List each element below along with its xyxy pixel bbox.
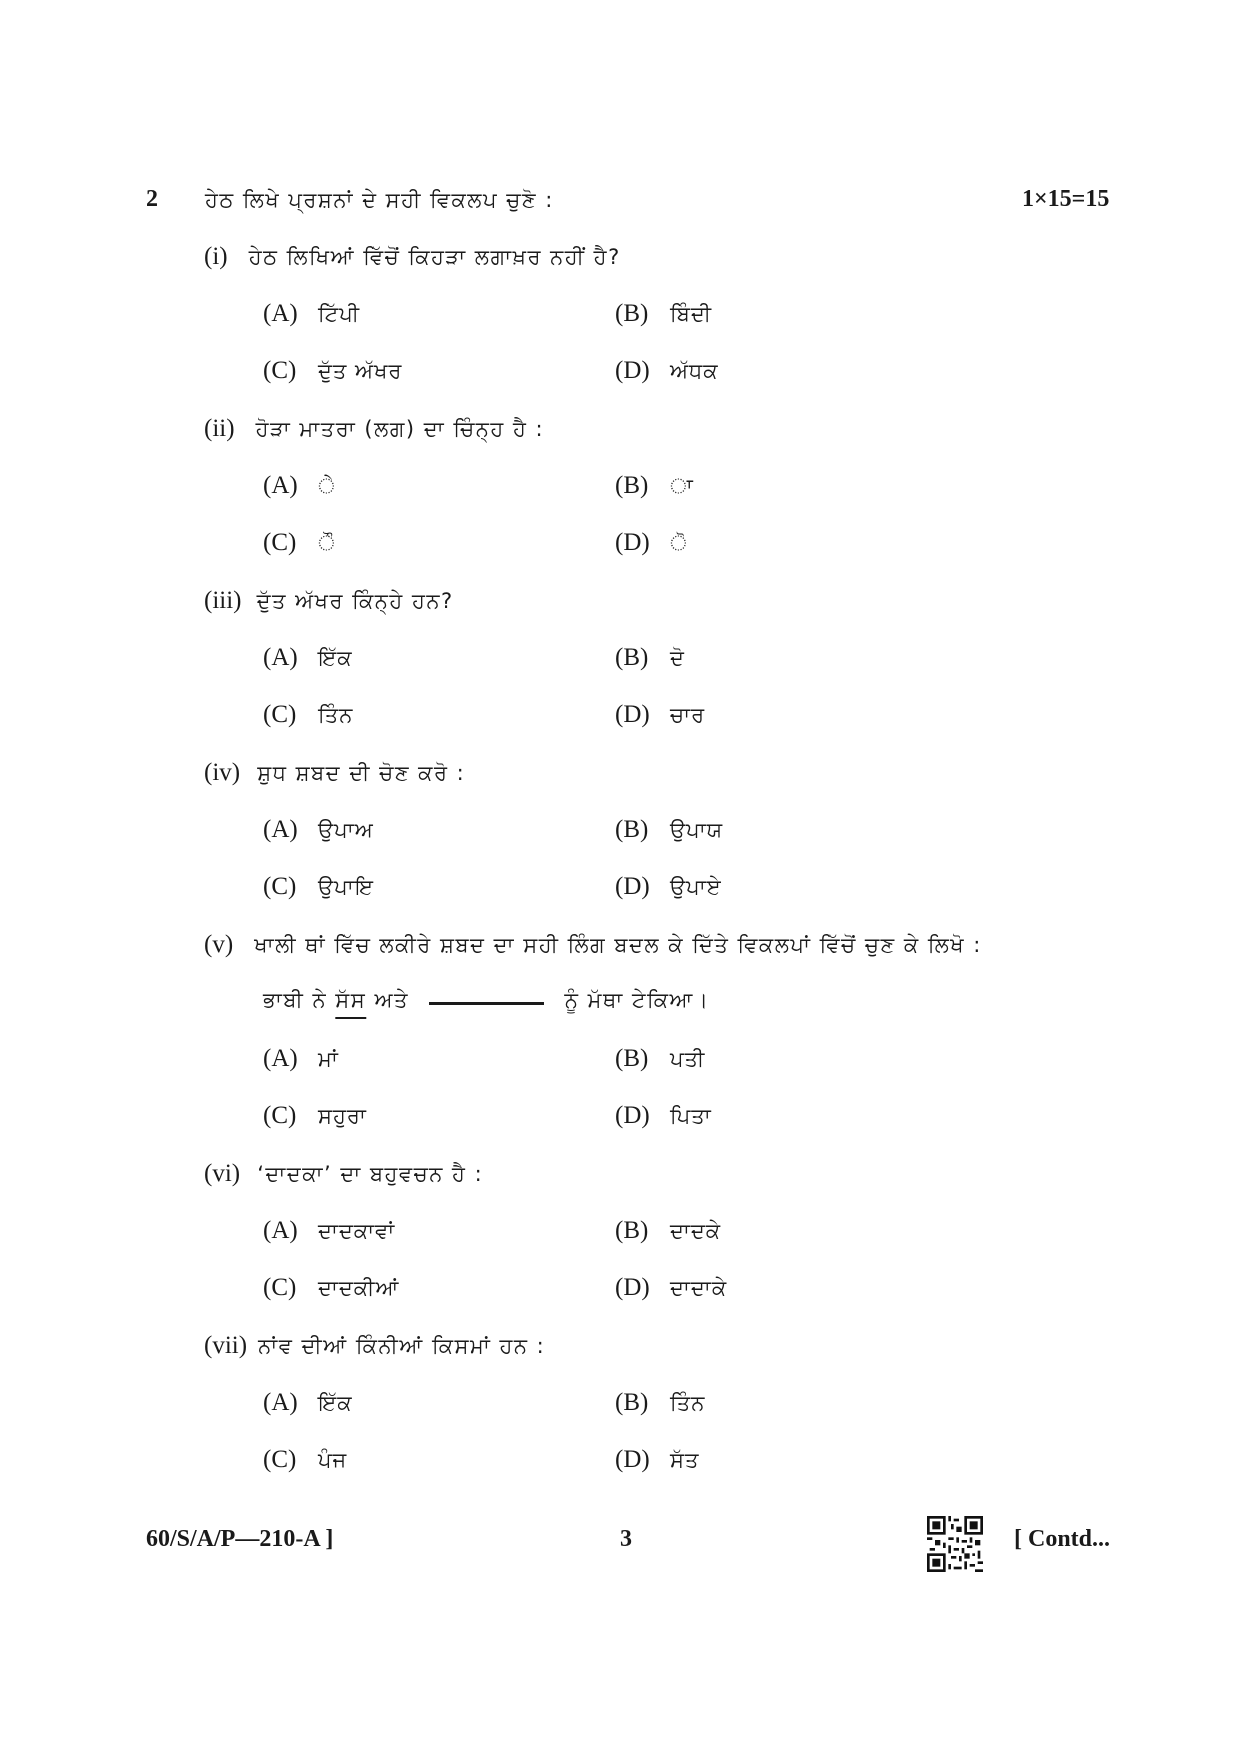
option[interactable] — [615, 1389, 705, 1417]
option-text: ਟਿੱਪੀ — [318, 302, 361, 326]
option-text: ਦੁੱਤ ਅੱਖਰ — [318, 359, 403, 383]
sentence-part: ਨੂੰ ਮੱਥਾ ਟੇਕਿਆ। — [564, 988, 710, 1012]
option[interactable] — [263, 1389, 353, 1417]
sentence-part: ਭਾਬੀ ਨੇ — [263, 988, 328, 1012]
option[interactable] — [263, 472, 336, 500]
option-label: (D) — [615, 1274, 650, 1301]
option[interactable] — [263, 1217, 395, 1245]
option-text: ਉਪਾਏ — [670, 875, 722, 899]
option-text: ਪਿਤਾ — [670, 1104, 712, 1128]
option[interactable] — [263, 701, 353, 729]
option-text: ਪੰਜ — [318, 1448, 348, 1472]
option[interactable] — [615, 816, 723, 844]
option-label: (A) — [263, 300, 298, 327]
option[interactable] — [263, 529, 336, 557]
question-instruction: ਹੇਠ ਲਿਖੇ ਪ੍ਰਸ਼ਨਾਂ ਦੇ ਸਹੀ ਵਿਕਲਪ ਚੁਣੋ : — [205, 188, 554, 212]
option-label: (B) — [615, 644, 649, 671]
option-text: ਇੱਕ — [318, 646, 353, 670]
option-text: ਦਾਦਕੇ — [670, 1219, 722, 1243]
option-label: (C) — [263, 1446, 297, 1473]
contd-label: [ Contd... — [1014, 1526, 1111, 1552]
option-text: ਚਾਰ — [670, 703, 706, 727]
option[interactable] — [615, 300, 712, 328]
sub-question-text: ਦੁੱਤ ਅੱਖਰ ਕਿੰਨ੍ਹੇ ਹਨ? — [256, 589, 454, 613]
option-label: (D) — [615, 1102, 650, 1129]
option-text: ਤਿੰਨ — [670, 1391, 706, 1415]
sub-question — [204, 1332, 545, 1360]
option-label: (A) — [263, 472, 298, 499]
option-label: (B) — [615, 300, 649, 327]
option-label: (D) — [615, 873, 650, 900]
option[interactable] — [263, 1045, 339, 1073]
option-text: ਦਾਦਕੀਆਂ — [318, 1276, 400, 1300]
option-label: (D) — [615, 529, 650, 556]
option-label: (B) — [615, 1217, 649, 1244]
question-number: 2 — [146, 186, 158, 212]
sub-question — [204, 243, 621, 271]
option-label: (D) — [615, 357, 650, 384]
option-text: ੇ — [318, 474, 336, 498]
option-label: (B) — [615, 816, 649, 843]
option[interactable] — [263, 1274, 399, 1302]
option-label: (C) — [263, 357, 297, 384]
option-text: ਬਿੰਦੀ — [670, 302, 713, 326]
sub-question-text: ਖਾਲੀ ਥਾਂ ਵਿੱਚ ਲਕੀਰੇ ਸ਼ਬਦ ਦਾ ਸਹੀ ਲਿੰਗ ਬਦਲ ਕੇ ਦਿੱਤੇ ਵਿਕਲਪਾਂ ਵਿੱਚੋਂ ਚੁਣ ਕੇ ਲਿਖੋ : — [254, 933, 982, 957]
option-text: ਉਪਾਅ — [318, 818, 374, 842]
option-label: (A) — [263, 1045, 298, 1072]
option-text: ਸਹੁਰਾ — [318, 1104, 367, 1128]
option-label: (C) — [263, 529, 297, 556]
option-text: ਸੱਤ — [670, 1448, 700, 1472]
option-text: ਦੋ — [670, 646, 685, 670]
option[interactable] — [263, 816, 374, 844]
option-label: (C) — [263, 701, 297, 728]
sub-question-text: ਨਾਂਵ ਦੀਆਂ ਕਿੰਨੀਆਂ ਕਿਸਮਾਂ ਹਨ : — [258, 1334, 546, 1358]
option[interactable] — [615, 529, 688, 557]
sub-question — [204, 759, 465, 787]
option[interactable] — [263, 644, 353, 672]
option-text: ਉਪਾਇ — [318, 875, 374, 899]
sub-question-number: (ii) — [204, 415, 235, 442]
option-label: (A) — [263, 644, 298, 671]
option-text: ੌ — [318, 531, 336, 555]
option-label: (B) — [615, 1389, 649, 1416]
option-text: ਇੱਕ — [318, 1391, 353, 1415]
option[interactable] — [615, 873, 722, 901]
sub-question-number: (iii) — [204, 587, 242, 614]
sub-question-text: ਹੋੜਾ ਮਾਤਰਾ (ਲਗ) ਦਾ ਚਿੰਨ੍ਹ ਹੈ : — [255, 417, 545, 441]
option-text: ਦਾਦਕਾਵਾਂ — [318, 1219, 396, 1243]
option-label: (D) — [615, 1446, 650, 1473]
option-label: (D) — [615, 701, 650, 728]
option[interactable] — [263, 357, 402, 385]
answer-blank[interactable] — [429, 1002, 544, 1005]
option[interactable] — [263, 300, 360, 328]
page-number: 3 — [620, 1526, 632, 1552]
fill-in-sentence — [263, 988, 710, 1013]
option[interactable] — [615, 1274, 727, 1302]
option[interactable] — [615, 472, 694, 500]
option[interactable] — [615, 1217, 721, 1245]
sub-question — [204, 1160, 483, 1188]
option-label: (A) — [263, 1389, 298, 1416]
option-text: ੋ — [670, 531, 688, 555]
sub-question-number: (vii) — [204, 1332, 248, 1359]
sub-question — [204, 587, 454, 615]
option-text: ਅੱਧਕ — [670, 359, 719, 383]
option-label: (B) — [615, 472, 649, 499]
option-label: (B) — [615, 1045, 649, 1072]
option-label: (C) — [263, 1102, 297, 1129]
option[interactable] — [615, 357, 719, 385]
option[interactable] — [615, 1102, 712, 1130]
option-text: ਦਾਦਾਕੇ — [670, 1276, 728, 1300]
sub-question — [204, 931, 982, 959]
option[interactable] — [615, 1446, 699, 1474]
option[interactable] — [263, 873, 374, 901]
sub-question-number: (iv) — [204, 759, 241, 786]
option-text: ਾ — [670, 474, 694, 498]
option[interactable] — [615, 1045, 705, 1073]
qr-code-icon — [927, 1516, 983, 1572]
option[interactable] — [615, 701, 705, 729]
paper-code: 60/S/A/P—210-A ] — [146, 1526, 334, 1552]
option-text: ਤਿੰਨ — [318, 703, 354, 727]
sub-question-text: ‘ਦਾਦਕਾ’ ਦਾ ਬਹੁਵਚਨ ਹੈ : — [257, 1162, 484, 1186]
sentence-part: ਅਤੇ — [374, 988, 409, 1012]
option-text: ਮਾਂ — [318, 1047, 339, 1071]
sub-question-text: ਹੇਠ ਲਿਖਿਆਂ ਵਿੱਚੋਂ ਕਿਹੜਾ ਲਗਾਖ਼ਰ ਨਹੀਂ ਹੈ? — [248, 245, 621, 269]
sub-question-number: (v) — [204, 931, 234, 958]
option-text: ਪਤੀ — [670, 1047, 706, 1071]
option-label: (C) — [263, 1274, 297, 1301]
underlined-word: ਸੱਸ — [335, 988, 367, 1012]
option-label: (A) — [263, 1217, 298, 1244]
sub-question-text: ਸ਼ੁਧ ਸ਼ਬਦ ਦੀ ਚੋਣ ਕਰੋ : — [257, 761, 466, 785]
option[interactable] — [263, 1446, 347, 1474]
question-marks: 1×15=15 — [1022, 186, 1110, 212]
sub-question-number: (vi) — [204, 1160, 241, 1187]
sub-question-number: (i) — [204, 243, 228, 270]
option[interactable] — [263, 1102, 367, 1130]
option-label: (A) — [263, 816, 298, 843]
option[interactable] — [615, 644, 685, 672]
sub-question — [204, 415, 544, 443]
option-label: (C) — [263, 873, 297, 900]
option-text: ਉਪਾਯ — [670, 818, 724, 842]
